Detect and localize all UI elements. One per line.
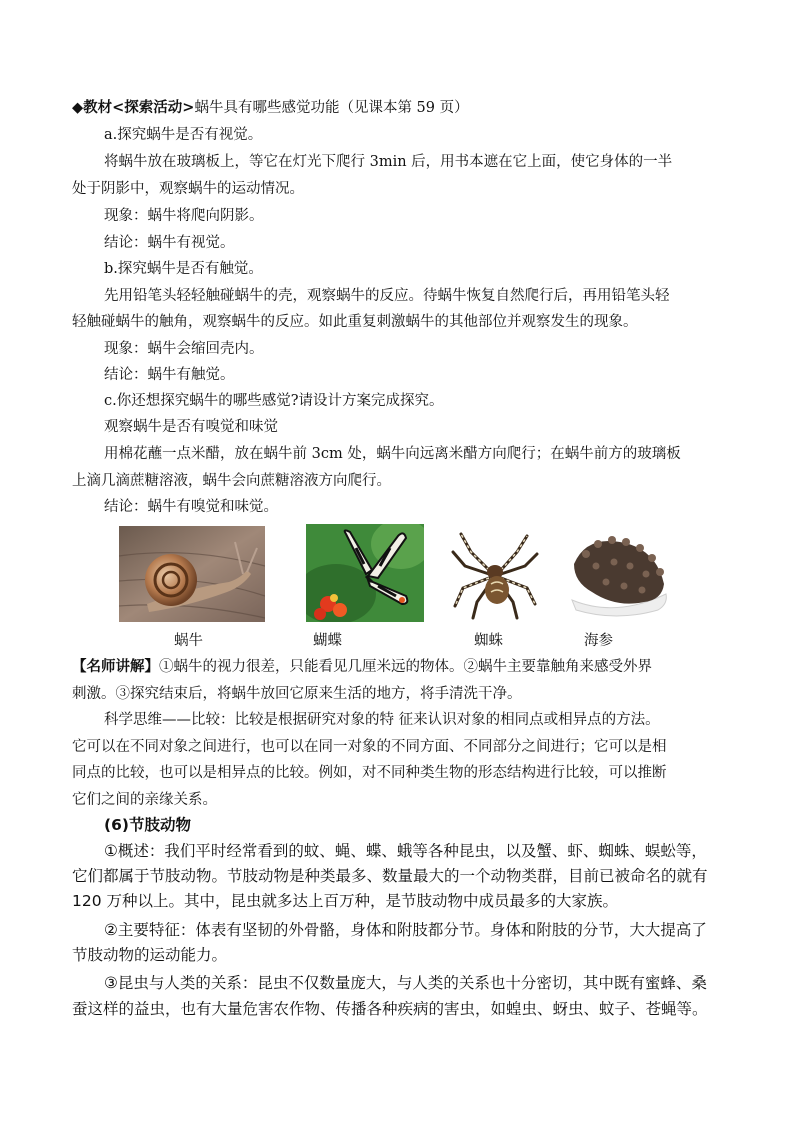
text-line: 刺激。③探究结束后，将蜗牛放回它原来生活的地方，将手清洗干净。 xyxy=(72,686,522,702)
spider-caption: 蜘蛛 xyxy=(474,633,503,649)
text-line: 结论：蜗牛有触觉。 xyxy=(104,367,235,383)
text-line: 结论：蜗牛有视觉。 xyxy=(104,235,235,251)
text-line: 蚕这样的益虫，也有大量危害农作物、传播各种疾病的害虫，如蝗虫、蚜虫、蚊子、苍蝇等。 xyxy=(72,1000,708,1018)
butterfly-caption: 蝴蝶 xyxy=(313,633,342,649)
text-line: 处于阴影中，观察蜗牛的运动情况。 xyxy=(72,181,304,197)
text-line: 结论：蜗牛有嗅觉和味觉。 xyxy=(104,499,278,515)
spider-image xyxy=(449,522,542,623)
text-line: 它们之间的亲缘关系。 xyxy=(72,792,217,808)
snail-caption: 蜗牛 xyxy=(174,633,203,649)
section-heading: (6)节肢动物 xyxy=(104,816,191,834)
text-line: 观察蜗牛是否有嗅觉和味觉 xyxy=(104,419,278,435)
text-line: 节肢动物的运动能力。 xyxy=(72,946,228,964)
text-line: 科学思维——比较：比较是根据研究对象的特 征来认识对象的相同点或相异点的方法。 xyxy=(104,712,660,728)
text-line: 现象：蜗牛将爬向阴影。 xyxy=(104,208,264,224)
text-line: 同点的比较，也可以是相异点的比较。例如，对不同种类生物的形态结构进行比较，可以推断 xyxy=(72,765,667,781)
text-line: 现象：蜗牛会缩回壳内。 xyxy=(104,341,264,357)
text-line: b.探究蜗牛是否有触觉。 xyxy=(104,261,263,277)
text-line: 将蜗牛放在玻璃板上，等它在灯光下爬行 3min 后，用书本遮在它上面，使它身体的一半 xyxy=(104,154,673,170)
snail-image xyxy=(119,526,265,622)
text-line: 120 万种以上。其中，昆虫就多达上百万种，是节肢动物中成员最多的大家族。 xyxy=(72,892,619,910)
text-line: a.探究蜗牛是否有视觉。 xyxy=(104,127,263,143)
sea-cucumber-caption: 海参 xyxy=(584,633,613,649)
sea-cucumber-image xyxy=(566,522,672,621)
text-line: ③昆虫与人类的关系：昆虫不仅数量庞大，与人类的关系也十分密切，其中既有蜜蜂、桑 xyxy=(104,974,707,992)
text-line: ②主要特征：体表有坚韧的外骨骼，身体和附肢都分节。身体和附肢的分节，大大提高了 xyxy=(104,921,707,939)
text-line: c.你还想探究蜗牛的哪些感觉?请设计方案完成探究。 xyxy=(104,393,444,409)
text-line: 它可以在不同对象之间进行，也可以在同一对象的不同方面、不同部分之间进行；它可以是相 xyxy=(72,739,667,755)
text-line: ①概述：我们平时经常看到的蚊、蝇、蝶、蛾等各种昆虫，以及蟹、虾、蜘蛛、蜈蚣等， xyxy=(104,842,707,860)
teacher-explanation: 【名师讲解】①蜗牛的视力很差，只能看见几厘米远的物体。②蜗牛主要靠触角来感受外界 xyxy=(72,658,652,675)
text-line: 用棉花蘸一点米醋，放在蜗牛前 3cm 处，蜗牛向远离米醋方向爬行；在蜗牛前方的玻璃板 xyxy=(104,446,681,462)
text-line: 上滴几滴蔗糖溶液，蜗牛会向蔗糖溶液方向爬行。 xyxy=(72,473,391,489)
text-line: 先用铅笔头轻轻触碰蜗牛的壳，观察蜗牛的反应。待蜗牛恢复自然爬行后，再用铅笔头轻 xyxy=(104,288,670,304)
activity-heading: ◆教材<探索活动>蜗牛具有哪些感觉功能（见课本第 59 页） xyxy=(72,99,469,116)
text-line: 它们都属于节肢动物。节肢动物是种类最多、数量最大的一个动物类群，目前已被命名的就有 xyxy=(72,867,708,885)
butterfly-image xyxy=(306,524,424,622)
text-line: 轻触碰蜗牛的触角，观察蜗牛的反应。如此重复刺激蜗牛的其他部位并观察发生的现象。 xyxy=(72,314,638,330)
